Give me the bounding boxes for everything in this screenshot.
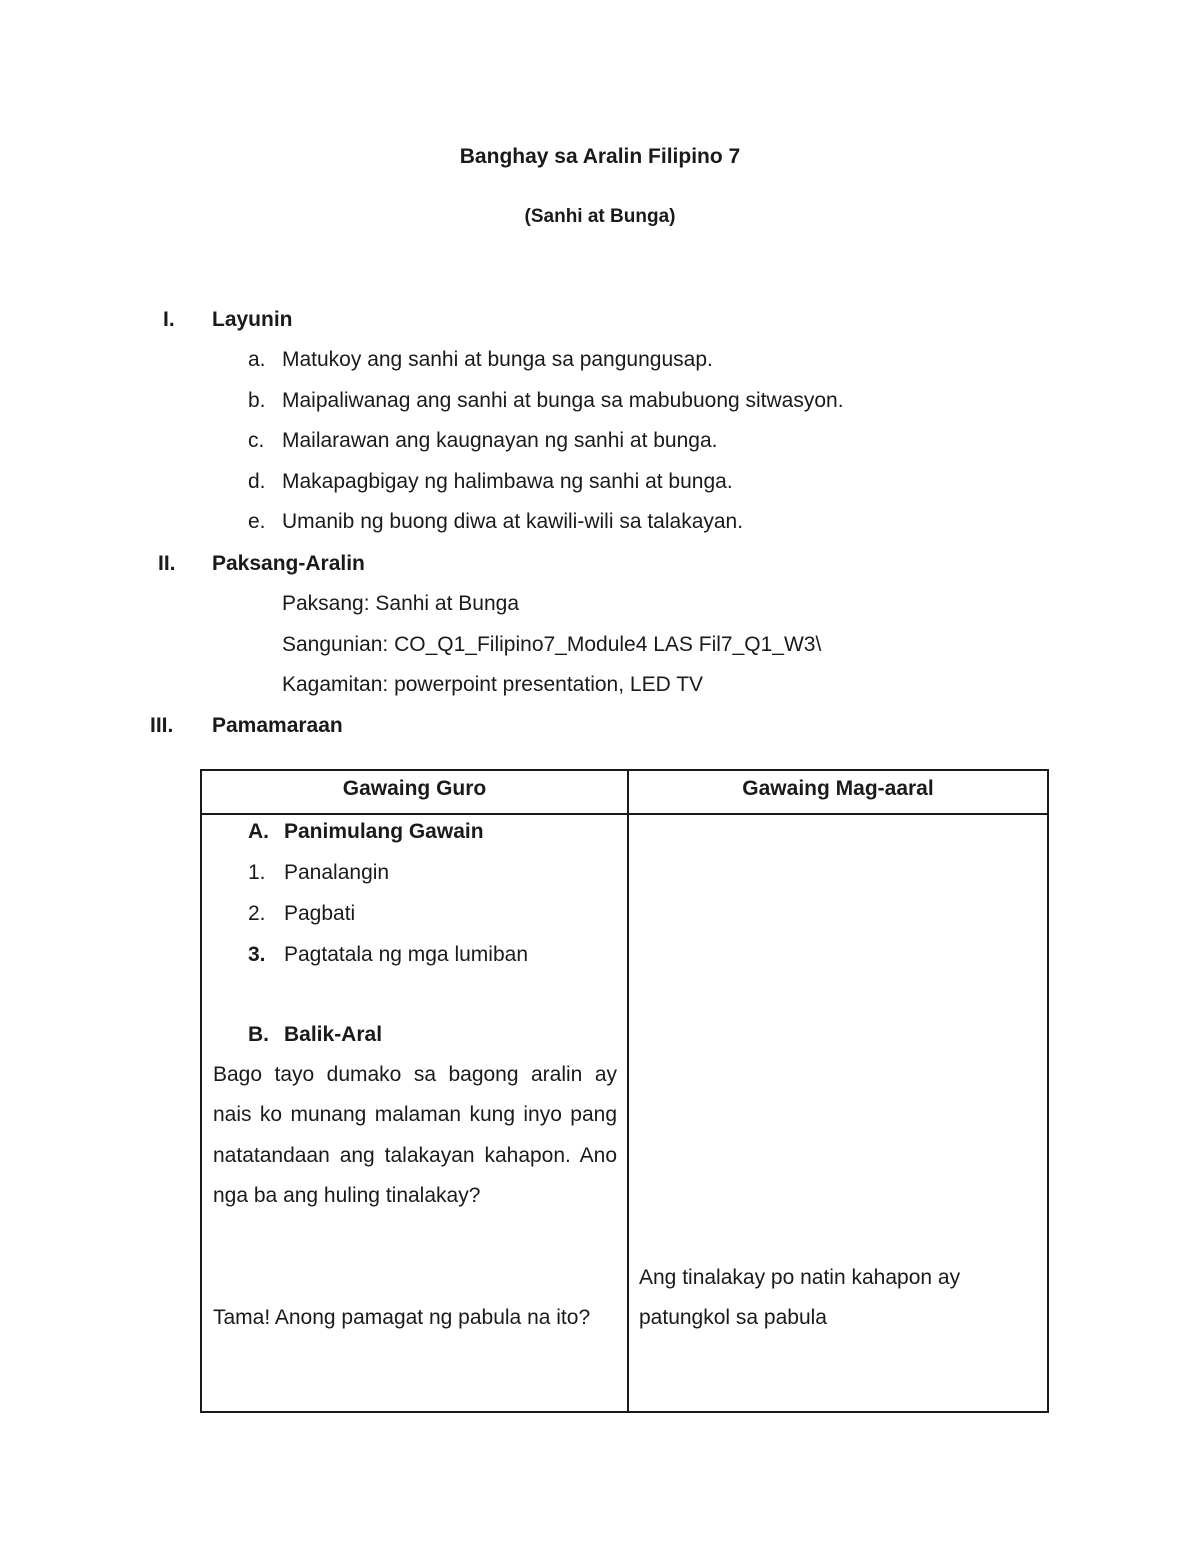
lesson-table xyxy=(200,769,1049,1413)
section1-numeral: I. xyxy=(163,308,175,331)
header-teacher xyxy=(201,770,628,814)
part-a-title: Panimulang Gawain xyxy=(284,820,484,843)
part-b-title: Balik-Aral xyxy=(284,1023,383,1046)
header-teacher-label: Gawaing Guro xyxy=(342,777,487,800)
objective-text: Matukoy ang sanhi at bunga sa pangungusap. xyxy=(282,348,713,371)
objective-letter: a. xyxy=(248,348,266,371)
topic-line: Paksang: Sanhi at Bunga xyxy=(282,592,520,615)
step-text: Panalangin xyxy=(284,861,390,884)
header-student-label: Gawaing Mag-aaral xyxy=(742,777,934,800)
objective-text: Umanib ng buong diwa at kawili-wili sa talakayan. xyxy=(282,510,744,533)
table-row xyxy=(201,814,1048,1412)
objective-letter: b. xyxy=(248,389,266,412)
section1-heading: Layunin xyxy=(212,308,293,331)
objective-letter: e. xyxy=(248,510,266,533)
document-title: Banghay sa Aralin Filipino 7 xyxy=(459,145,741,168)
objective-text: Maipaliwanag ang sanhi at bunga sa mabubuong sitwasyon. xyxy=(282,389,844,412)
reference-line: Sangunian: CO_Q1_Filipino7_Module4 LAS Fil7_Q1_W3\ xyxy=(282,633,822,656)
step-number: 3. xyxy=(248,943,266,966)
objective-text: Mailarawan ang kaugnayan ng sanhi at bunga. xyxy=(282,429,718,452)
part-a-letter: A. xyxy=(248,820,269,843)
step-text: Pagbati xyxy=(284,902,356,925)
materials-line: Kagamitan: powerpoint presentation, LED TV xyxy=(282,673,704,696)
review-paragraph: Bago tayo dumako sa bagong aralin ay nais ko munang malaman kung inyo pang natatandaan ang talakayan kahapon. Ano nga ba ang huling tinalakay? xyxy=(213,1063,617,1208)
student-cell xyxy=(628,814,1048,1412)
header-student xyxy=(628,770,1048,814)
objective-letter: c. xyxy=(248,429,265,452)
step-text: Pagtatala ng mga lumiban xyxy=(284,943,528,966)
teacher-cell xyxy=(201,814,628,1412)
followup-question: Tama! Anong pamagat ng pabula na ito? xyxy=(213,1306,591,1329)
objective-letter: d. xyxy=(248,470,266,493)
table-header-row xyxy=(201,770,1048,814)
section2-heading: Paksang-Aralin xyxy=(212,552,365,575)
section3-heading: Pamamaraan xyxy=(212,714,343,737)
student-answer: Ang tinalakay po natin kahapon ay patungkol sa pabula xyxy=(639,1266,961,1330)
objective-text: Makapagbigay ng halimbawa ng sanhi at bunga. xyxy=(282,470,733,493)
section3-numeral: III. xyxy=(150,714,174,737)
step-number: 2. xyxy=(248,902,266,925)
document-subtitle: (Sanhi at Bunga) xyxy=(524,206,676,227)
part-b-letter: B. xyxy=(248,1023,269,1046)
step-number: 1. xyxy=(248,861,266,884)
section2-numeral: II. xyxy=(158,552,176,575)
